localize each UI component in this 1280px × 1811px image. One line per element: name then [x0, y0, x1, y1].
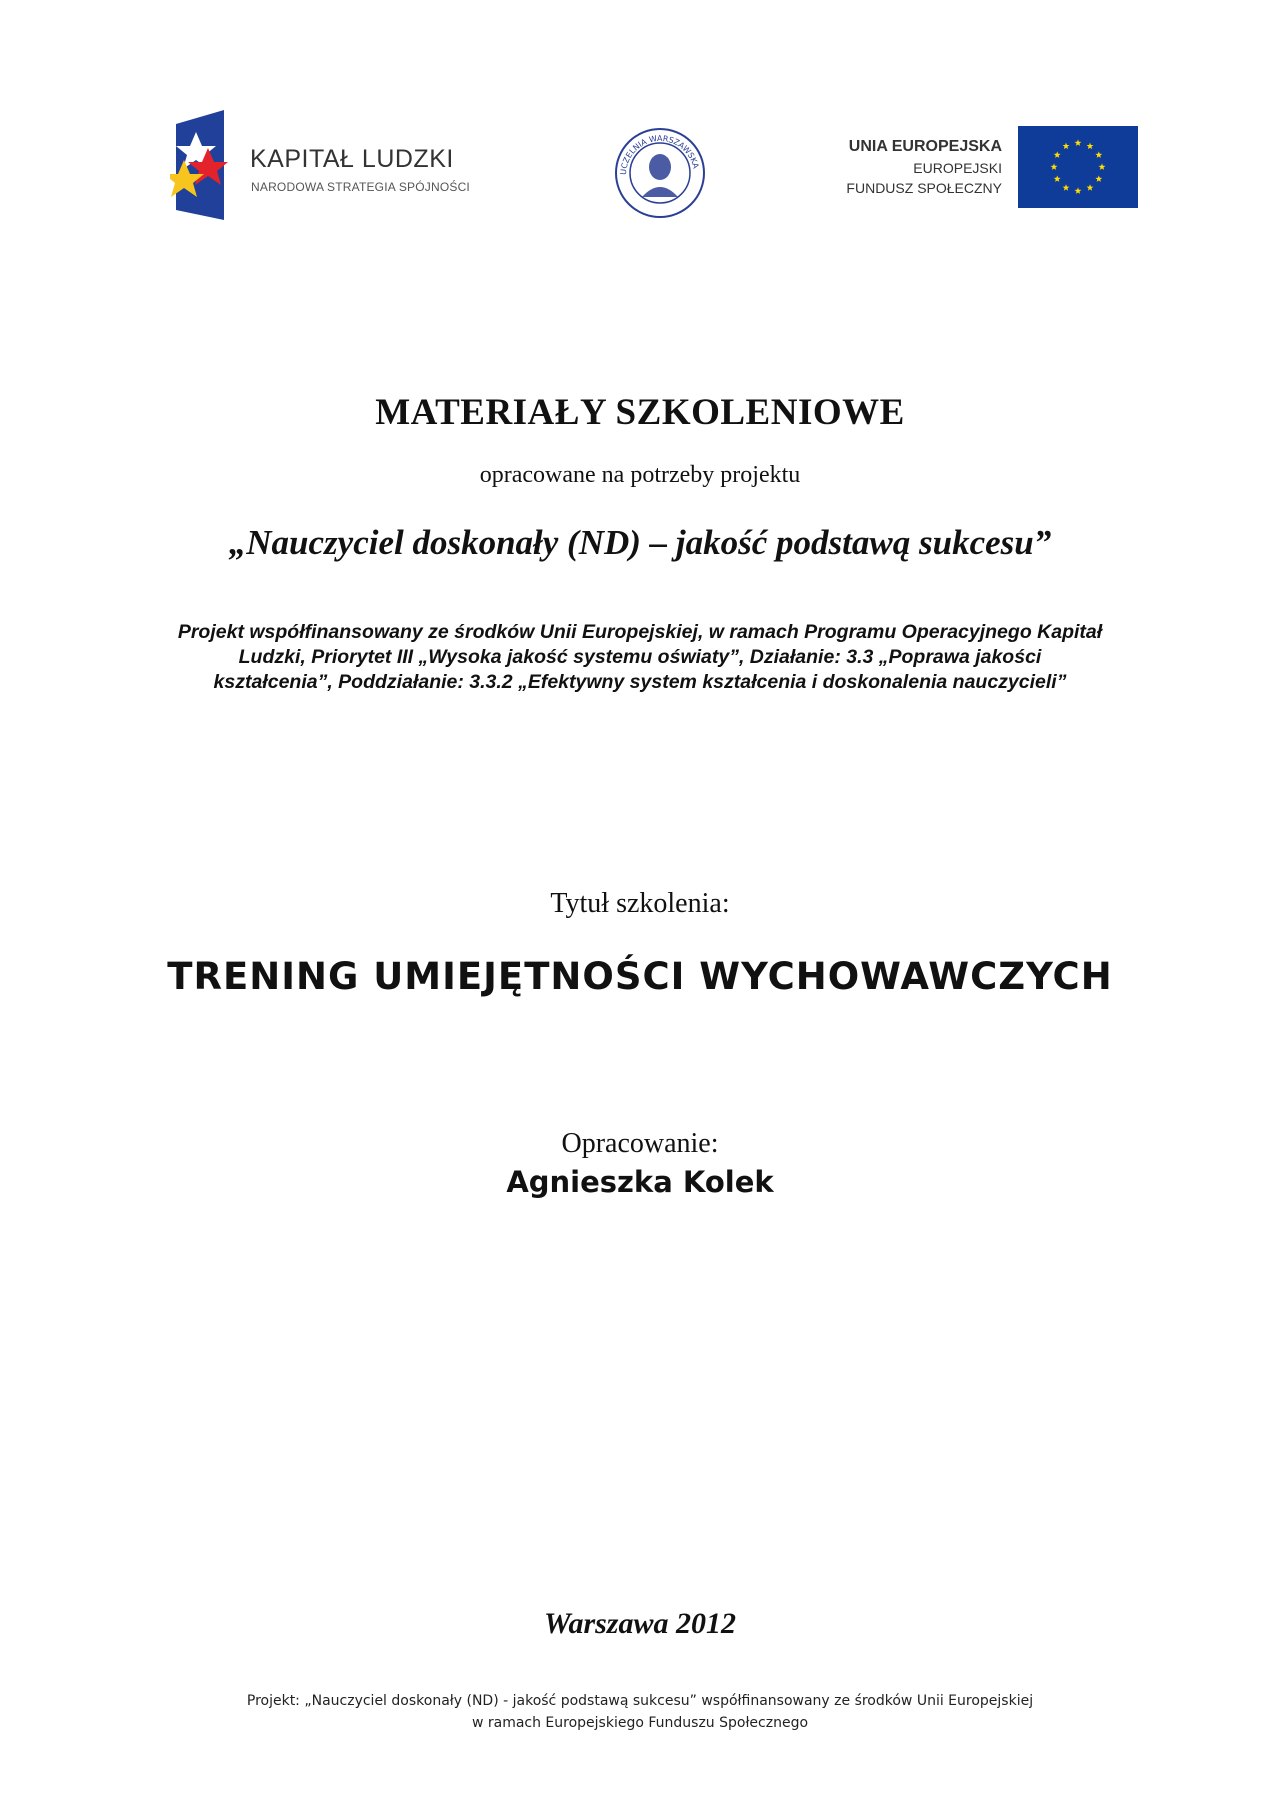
- kapital-ludzki-logo: [170, 110, 500, 220]
- footer-line: Projekt: „Nauczyciel doskonały (ND) - jakość podstawą sukcesu” współfinansowany ze środków Unii Europejskiej: [246, 1693, 1034, 1709]
- university-seal-icon: [612, 125, 708, 221]
- ue-line3: FUNDUSZ SPOŁECZNY: [846, 180, 1002, 196]
- seal-text: UCZELNIA WARSZAWSKA: [618, 133, 701, 176]
- page-footer: [0, 1690, 1280, 1734]
- eu-logo: [820, 126, 1138, 208]
- funding-line: Ludzki, Priorytet III „Wysoka jakość systemu oświaty”, Działanie: 3.3 „Poprawa jakości: [238, 646, 1042, 668]
- training-label: Tytuł szkolenia:: [550, 888, 730, 919]
- kapital-ludzki-title: KAPITAŁ LUDZKI: [250, 145, 454, 173]
- eu-flag-icon: [1018, 126, 1138, 208]
- university-seal-logo: [612, 125, 708, 221]
- project-name: „Nauczyciel doskonały (ND) – jakość podstawą sukcesu”: [228, 523, 1052, 562]
- funding-line: kształcenia”, Poddziałanie: 3.3.2 „Efektywny system kształcenia i doskonalenia nauczycieli”: [213, 671, 1067, 693]
- ue-line2: EUROPEJSKI: [913, 160, 1002, 176]
- document-subtitle: opracowane na potrzeby projektu: [479, 462, 801, 488]
- kapital-ludzki-subtitle: NARODOWA STRATEGIA SPÓJNOŚCI: [251, 180, 470, 194]
- training-title: TRENING UMIEJĘTNOŚCI WYCHOWAWCZYCH: [167, 955, 1113, 998]
- ue-title: UNIA EUROPEJSKA: [848, 138, 1002, 155]
- footer-line: w ramach Europejskiego Funduszu Społecznego: [471, 1715, 809, 1731]
- kapital-ludzki-emblem-icon: [170, 110, 242, 220]
- place-year: Warszawa 2012: [544, 1607, 736, 1640]
- document-title: MATERIAŁY SZKOLENIOWE: [375, 392, 905, 433]
- funding-statement: [130, 620, 1150, 695]
- author-label: Opracowanie:: [561, 1128, 719, 1159]
- funding-line: Projekt współfinansowany ze środków Unii Europejskiej, w ramach Programu Operacyjnego Kapitał: [177, 621, 1103, 643]
- author-name: Agnieszka Kolek: [506, 1165, 774, 1199]
